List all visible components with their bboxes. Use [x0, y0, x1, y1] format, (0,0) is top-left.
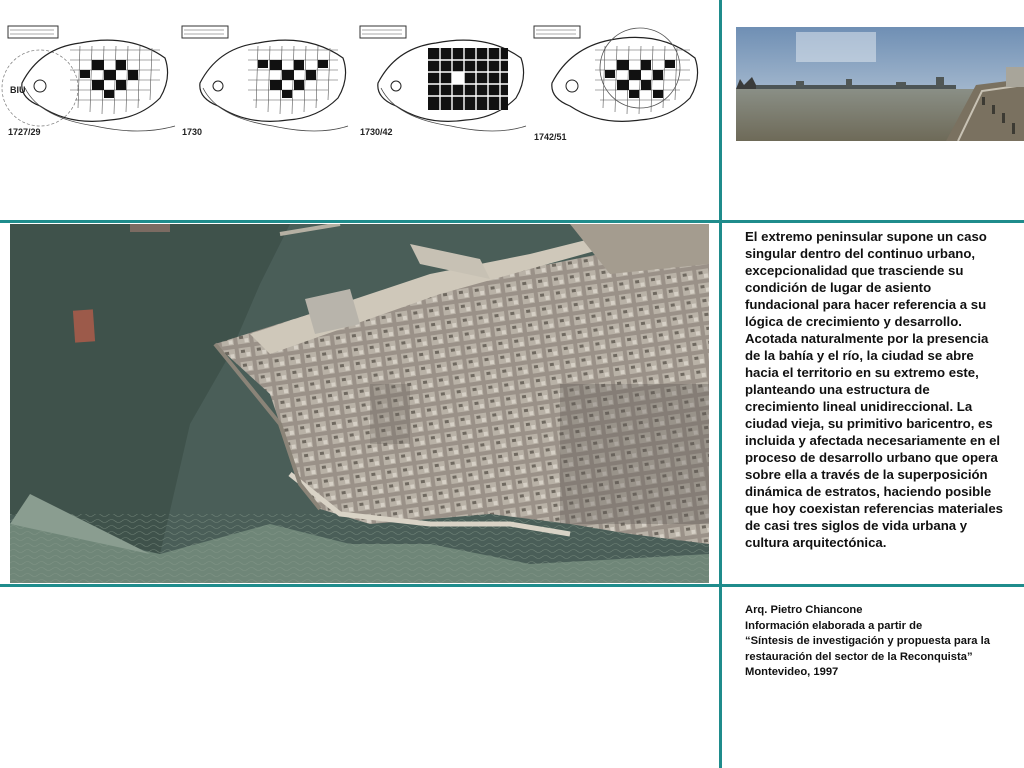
historic-plan-3 [360, 26, 526, 137]
credits [745, 603, 1015, 681]
credit-place-date: Montevideo, 1997 [745, 666, 839, 678]
horizontal-divider-top [0, 220, 1024, 223]
historic-plan-1 [2, 26, 175, 137]
vertical-divider [719, 0, 722, 768]
body-text: El extremo peninsular supone un caso singular dentro del continuo urbano, excepcionalidad que trasciende su condición de lugar de asiento fundacional para hacer referencia a su lógica de crecimiento y desarrollo. Acotada naturalmente por la presencia de la bahía y el río, la ciudad se abre hacia el territorio en su extremo este, planteando una estructura de crecimiento lineal unidireccional. La ciudad vieja, su primitivo baricentro, es incluida y afectada necesariamente en el proceso de desarrollo urbano que opera sobre ella a través de la superposición dinámica de estratos, haciendo posible que hoy coexistan referencias materiales de casi tres siglos de vida urbana y cultura arquitectónica. [745, 229, 1004, 550]
historic-plan-4 [534, 26, 698, 142]
plan-year-label-2: 1730 [182, 127, 203, 137]
plan-year-label-1: 1727/29 [8, 127, 41, 137]
credit-info-line1: Información elaborada a partir de [745, 619, 923, 632]
credit-info-line2: “Síntesis de investigación y propuesta para la restauración del sector de la Reconquista” [745, 635, 990, 663]
credit-author: Arq. Pietro Chiancone [745, 604, 863, 616]
horizontal-divider-bottom [0, 584, 1024, 587]
aerial-photo [10, 224, 709, 583]
historic-plans-strip [0, 8, 712, 143]
plan-year-label-4: 1742/51 [534, 132, 567, 142]
plan-year-label-3: 1730/42 [360, 127, 393, 137]
port-photo [736, 27, 1024, 141]
plan-side-label: BIU [10, 85, 26, 95]
historic-plan-2 [182, 26, 348, 137]
